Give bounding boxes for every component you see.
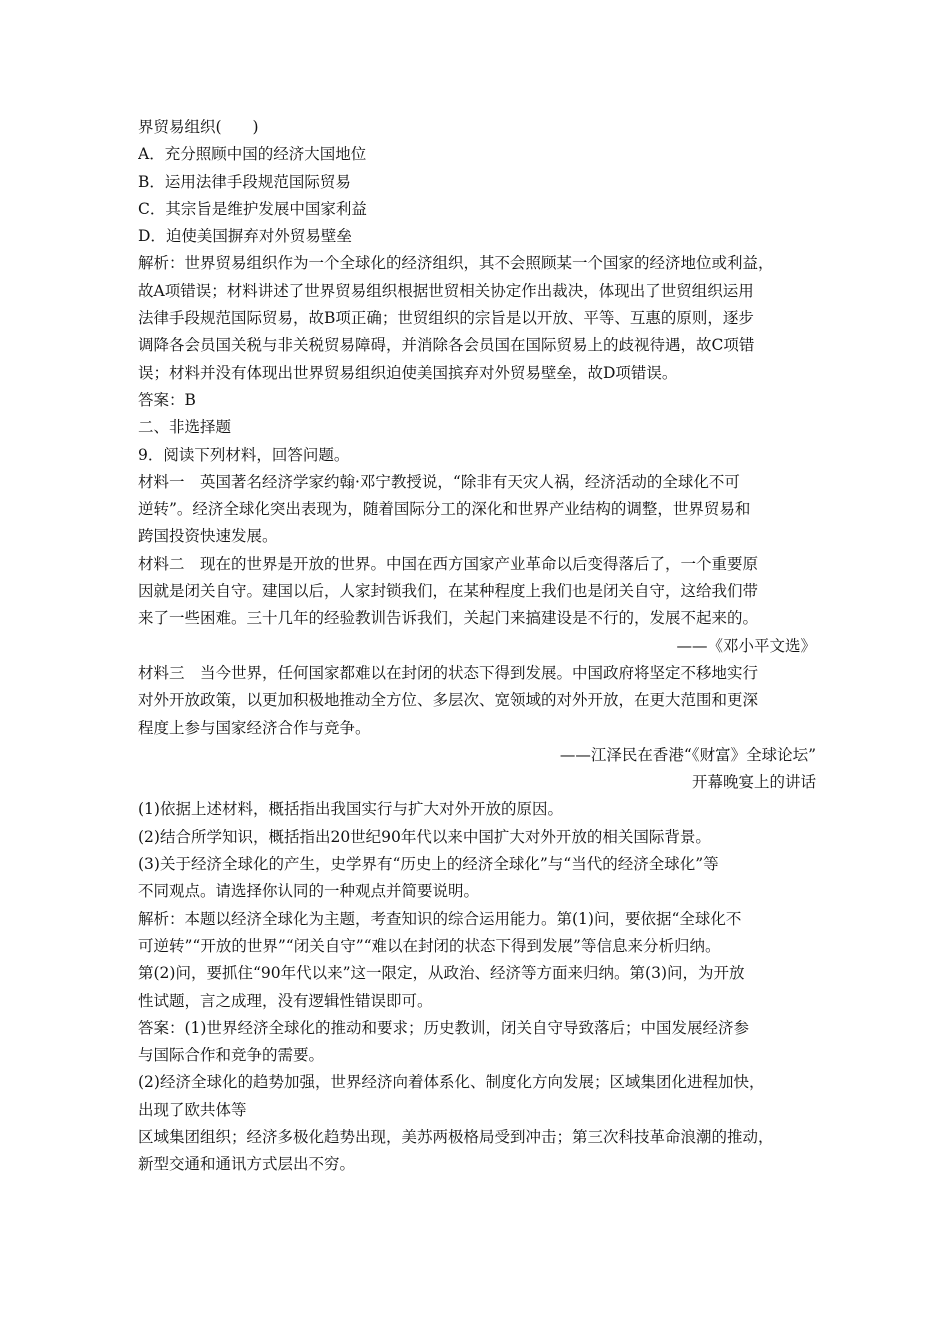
text-line: 误；材料并没有体现出世界贸易组织迫使美国摈弃对外贸易壁垒，故D项错误。 xyxy=(138,363,678,382)
text-line: D．迫使美国摒弃对外贸易壁垒 xyxy=(138,227,352,246)
text-line: 二、非选择题 xyxy=(138,418,232,437)
text-line: 答案：(1)世界经济全球化的推动和要求；历史教训，闭关自守导致落后；中国发展经济参 xyxy=(138,1018,749,1037)
text-line: 区域集团组织；经济多极化趋势出现，美苏两极格局受到冲击；第三次科技革命浪潮的推动， xyxy=(138,1127,774,1146)
text-line: 跨国投资快速发展。 xyxy=(138,527,278,546)
text-line: (3)关于经济全球化的产生，史学界有“历史上的经济全球化”与“当代的经济全球化”等 xyxy=(138,855,719,874)
text-line: 可逆转”“开放的世界”“闭关自守”“难以在封闭的状态下得到发展”等信息来分析归纳。 xyxy=(138,936,721,955)
text-line: 与国际合作和竞争的需要。 xyxy=(138,1046,325,1065)
text-line: 对外开放政策，以更加积极地推动全方位、多层次、宽领域的对外开放，在更大范围和更深 xyxy=(138,691,759,710)
text-line: 故A项错误；材料讲述了世界贸易组织根据世贸相关协定作出裁决，体现出了世贸组织运用 xyxy=(138,281,754,300)
text-line: (2)经济全球化的趋势加强，世界经济向着体系化、制度化方向发展；区域集团化进程加快， xyxy=(138,1073,765,1092)
text-line: 来了一些困难。三十几年的经验教训告诉我们，关起门来搞建设是不行的，发展不起来的。 xyxy=(138,609,759,628)
text-line: (1)依据上述材料，概括指出我国实行与扩大对外开放的原因。 xyxy=(138,800,563,819)
text-line: ——江泽民在香港“《财富》全球论坛” xyxy=(559,745,816,764)
text-line: 材料三 当今世界，任何国家都难以在封闭的状态下得到发展。中国政府将坚定不移地实行 xyxy=(138,663,759,682)
text-line: 解析：本题以经济全球化为主题，考查知识的综合运用能力。第(1)问，要依据“全球化不 xyxy=(138,909,742,928)
text-line: 出现了欧共体等 xyxy=(138,1100,247,1119)
text-line: 材料二 现在的世界是开放的世界。中国在西方国家产业革命以后变得落后了，一个重要原 xyxy=(138,554,759,573)
text-line: B．运用法律手段规范国际贸易 xyxy=(138,172,351,191)
text-line: 开幕晚宴上的讲话 xyxy=(691,773,816,792)
text-line: 调降各会员国关税与非关税贸易障碍，并消除各会员国在国际贸易上的歧视待遇，故C项错 xyxy=(138,336,755,355)
text-line: 9．阅读下列材料，回答问题。 xyxy=(138,445,350,464)
text-line: 第(2)问，要抓住“90年代以来”这一限定，从政治、经济等方面来归纳。第(3)问，为开放 xyxy=(138,964,745,983)
text-line: 材料一 英国著名经济学家约翰·邓宁教授说，“除非有天灾人祸，经济活动的全球化不可 xyxy=(138,472,740,491)
text-line: 新型交通和通讯方式层出不穷。 xyxy=(138,1155,356,1174)
text-line: 不同观点。请选择你认同的一种观点并简要说明。 xyxy=(138,882,480,901)
text-line: 因就是闭关自守。建国以后，人家封锁我们，在某种程度上我们也是闭关自守，这给我们带 xyxy=(138,582,759,601)
text-line: 逆转”。经济全球化突出表现为，随着国际分工的深化和世界产业结构的调整，世界贸易和 xyxy=(138,500,751,519)
text-line: 法律手段规范国际贸易，故B项正确；世贸组织的宗旨是以开放、平等、互惠的原则，逐步 xyxy=(138,309,754,328)
text-line: 解析：世界贸易组织作为一个全球化的经济组织，其不会照顾某一个国家的经济地位或利益， xyxy=(138,254,774,273)
text-line: 界贸易组织( ) xyxy=(138,118,259,136)
document-page xyxy=(138,114,816,1179)
text-line: 程度上参与国家经济合作与竞争。 xyxy=(138,718,371,737)
text-line: A．充分照顾中国的经济大国地位 xyxy=(138,145,367,164)
text-line: C．其宗旨是维护发展中国家利益 xyxy=(138,199,367,218)
text-line: (2)结合所学知识，概括指出20世纪90年代以来中国扩大对外开放的相关国际背景。 xyxy=(138,827,711,846)
text-line: 答案：B xyxy=(138,390,196,409)
text-line: 性试题，言之成理，没有逻辑性错误即可。 xyxy=(138,991,433,1010)
text-line: ——《邓小平文选》 xyxy=(676,636,816,655)
